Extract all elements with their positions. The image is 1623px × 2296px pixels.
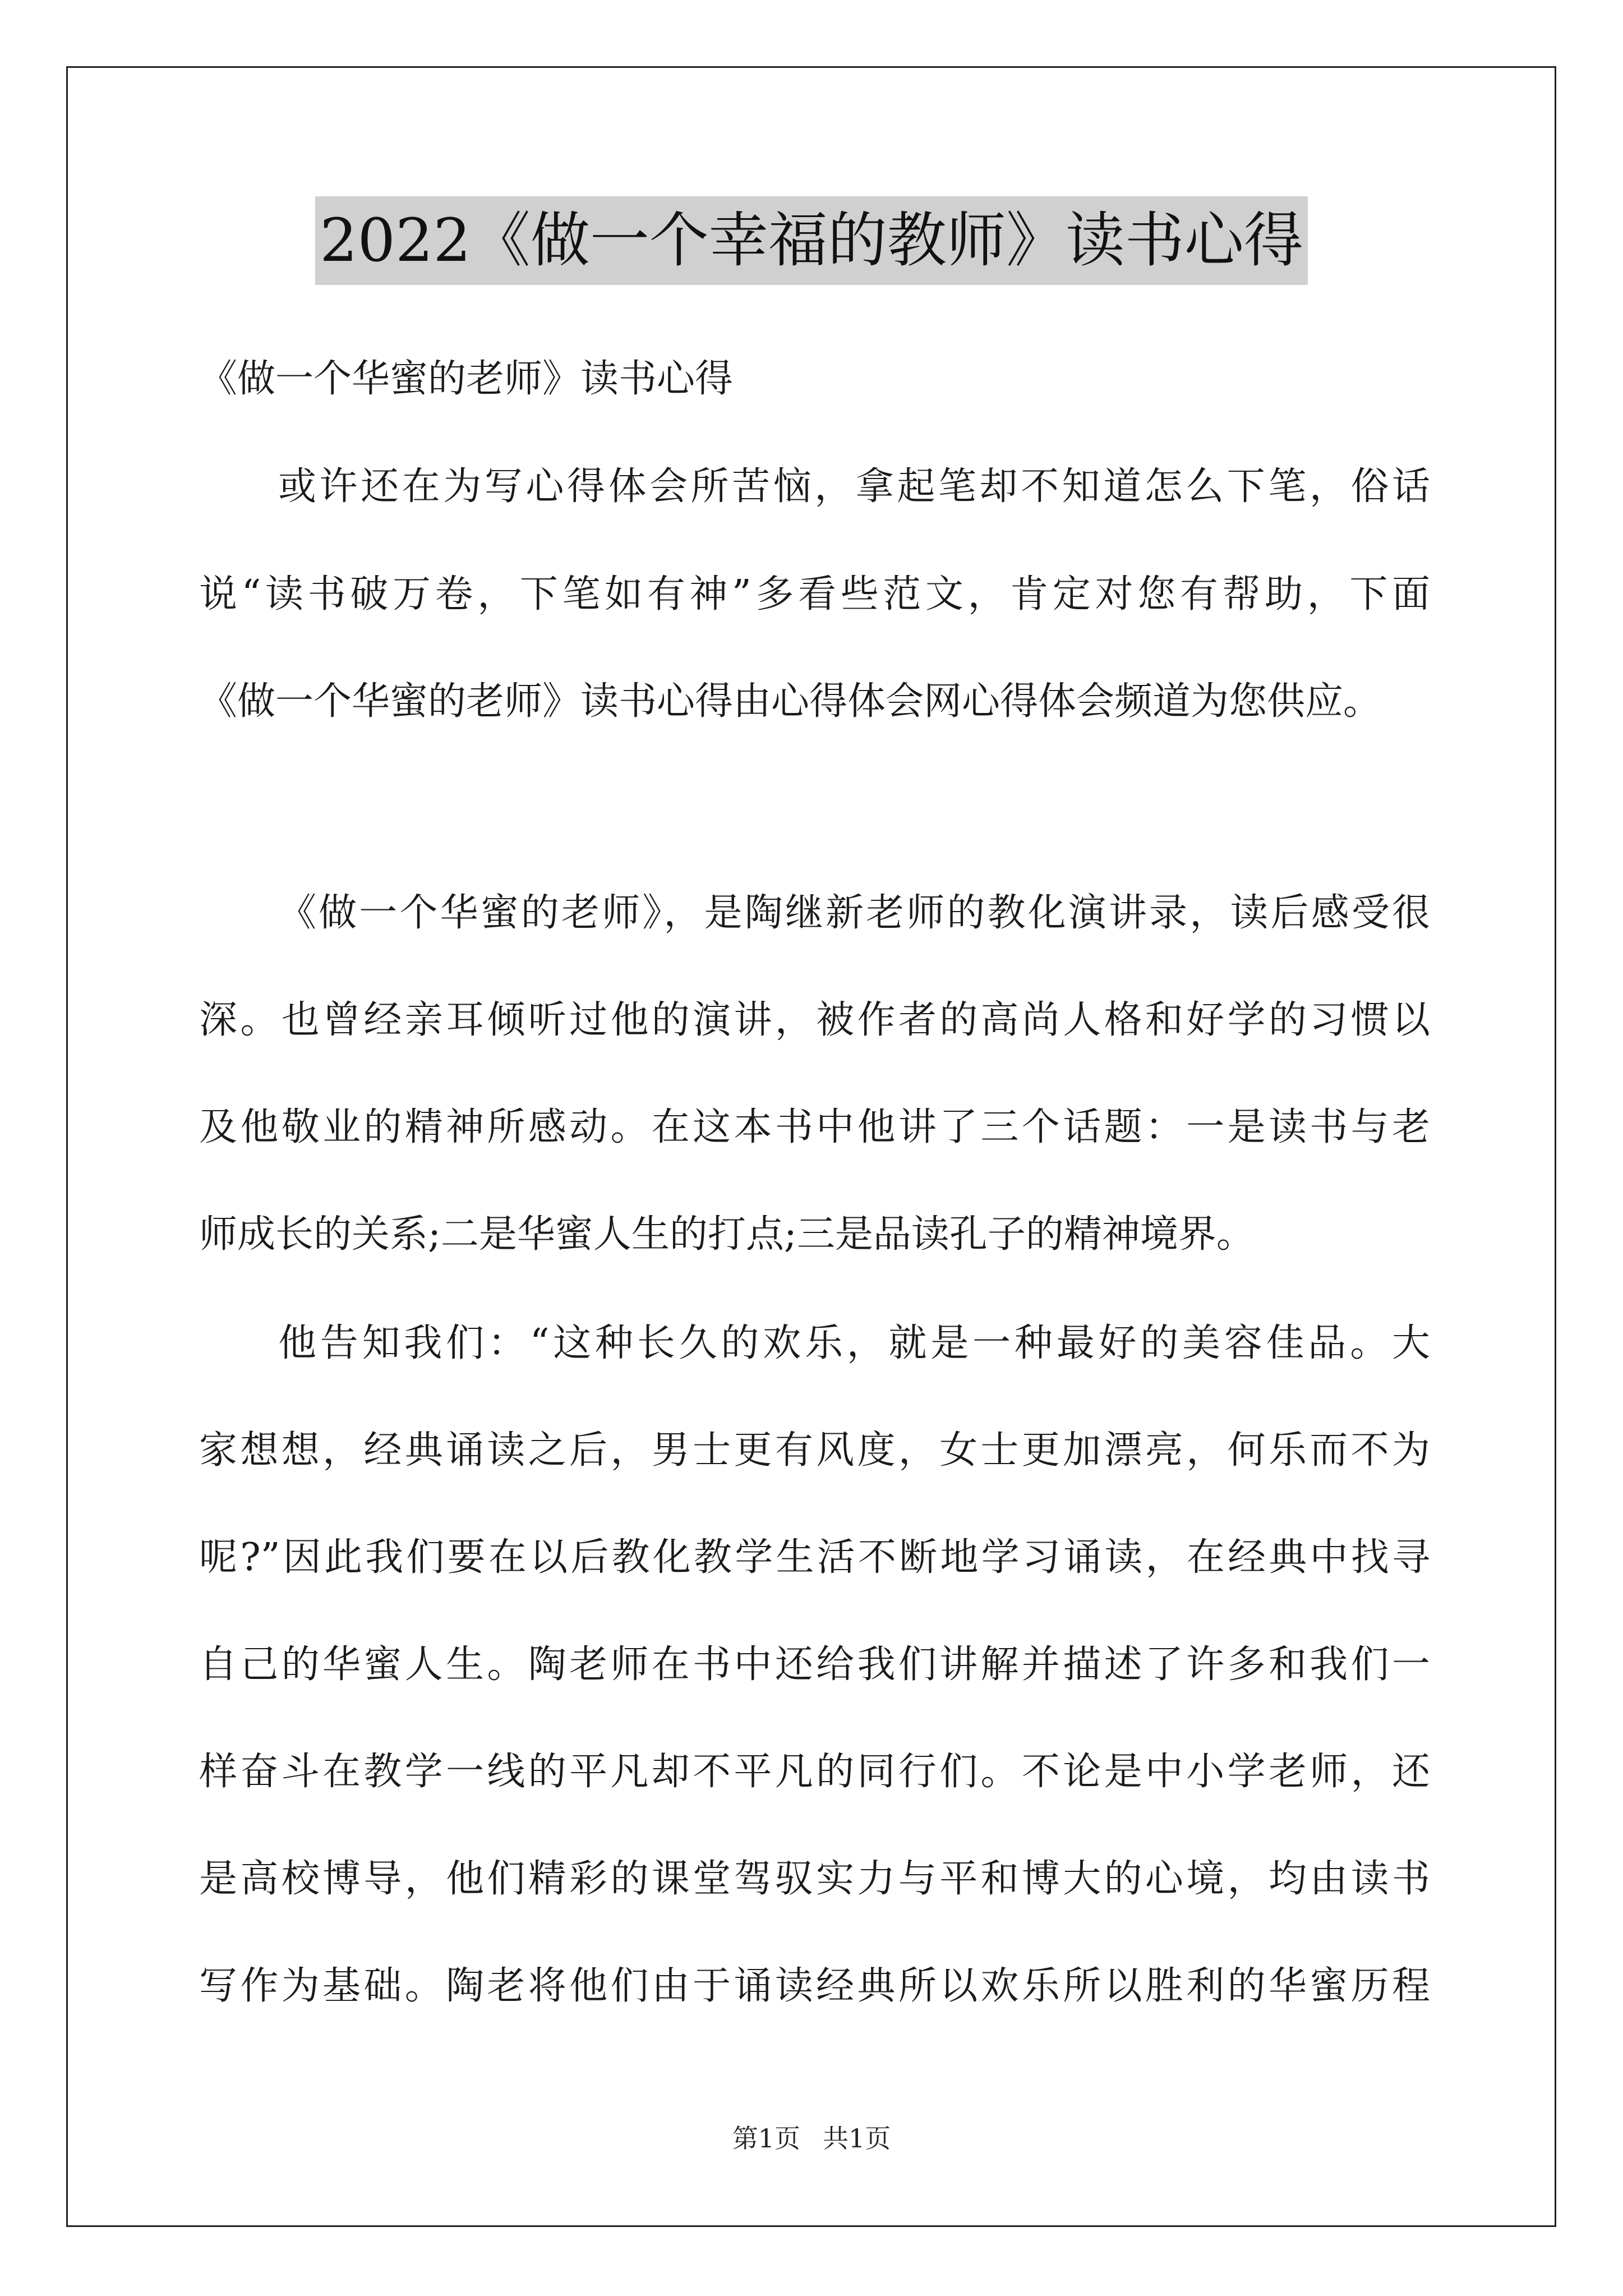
document-title: 2022《做一个幸福的教师》读书心得: [315, 196, 1308, 285]
paragraph-line: 是高校博导，他们精彩的课堂驾驭实力与平和博大的心境，均由读书: [199, 1857, 1430, 1901]
paragraph-line: 深。也曾经亲耳倾听过他的演讲，被作者的高尚人格和好学的习惯以: [199, 998, 1430, 1042]
page-total: 共1页: [823, 2123, 891, 2154]
paragraph-line: 呢?”因此我们要在以后教化教学生活不断地学习诵读，在经典中找寻: [199, 1535, 1430, 1580]
paragraph-line: 他告知我们：“这种长久的欢乐，就是一种最好的美容佳品。大: [278, 1321, 1430, 1365]
paragraph-line: 自己的华蜜人生。陶老师在书中还给我们讲解并描述了许多和我们一: [199, 1642, 1430, 1687]
paragraph-line: 说“读书破万卷，下笔如有神”多看些范文，肯定对您有帮助，下面: [199, 572, 1430, 616]
page-footer: [0, 2122, 1623, 2155]
paragraph-line: 写作为基础。陶老将他们由于诵读经典所以欢乐所以胜利的华蜜历程: [199, 1964, 1430, 2008]
paragraph-line: 或许还在为写心得体会所苦恼，拿起笔却不知道怎么下笔，俗话: [278, 464, 1430, 509]
paragraph-line: 及他敬业的精神所感动。在这本书中他讲了三个话题：一是读书与老: [199, 1105, 1430, 1149]
paragraph-line: 样奋斗在教学一线的平凡却不平凡的同行们。不论是中小学老师，还: [199, 1750, 1430, 1794]
paragraph-line: 师成长的关系;二是华蜜人生的打点;三是品读孔子的精神境界。: [199, 1212, 1255, 1257]
page-number: 第1页: [732, 2123, 800, 2154]
paragraph-line: 《做一个华蜜的老师》读书心得由心得体会网心得体会频道为您供应。: [199, 679, 1382, 724]
subtitle-line: 《做一个华蜜的老师》读书心得: [199, 357, 734, 401]
paragraph-line: 《做一个华蜜的老师》，是陶继新老师的教化演讲录，读后感受很: [278, 891, 1430, 935]
title-container: [0, 196, 1623, 285]
paragraph-line: 家想想，经典诵读之后，男士更有风度，女士更加漂亮，何乐而不为: [199, 1428, 1430, 1473]
